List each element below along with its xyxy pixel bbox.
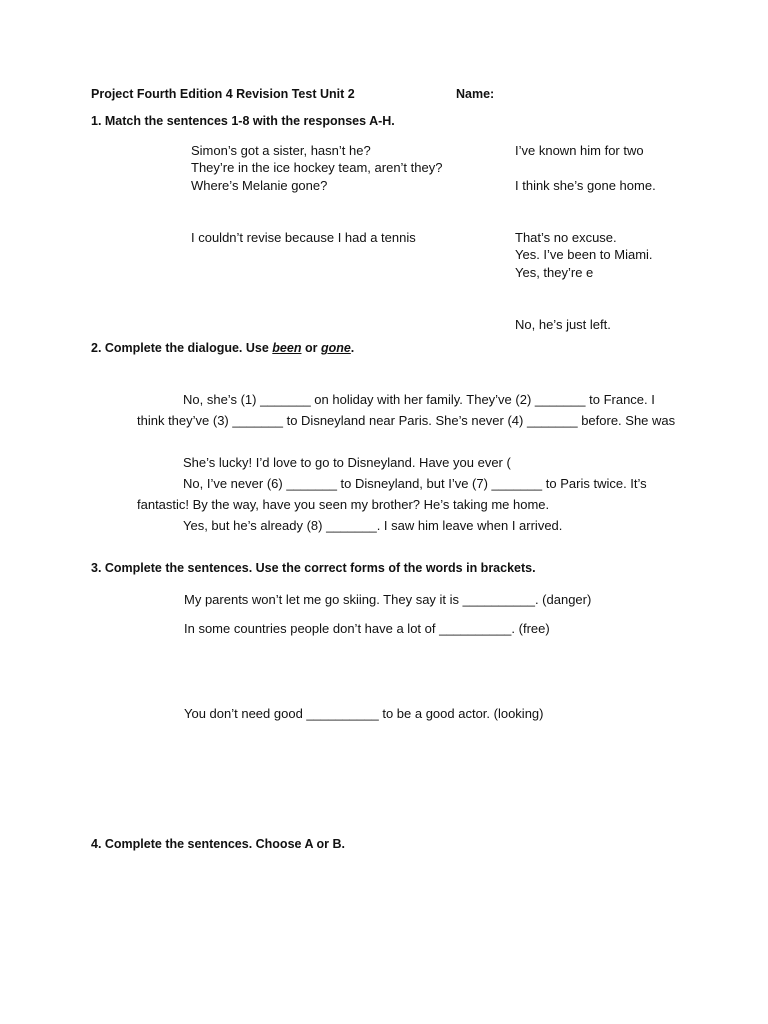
- section2-heading-suffix: .: [350, 341, 355, 355]
- match-right-item: That’s no excuse.: [515, 230, 617, 245]
- document-title: Project Fourth Edition 4 Revision Test Unit 2: [91, 87, 355, 101]
- match-right-item: I think she’s gone home.: [515, 178, 656, 193]
- name-label: Name:: [456, 87, 495, 101]
- section2-word-been: been: [272, 341, 302, 355]
- match-left-item: I couldn’t revise because I had a tennis: [191, 230, 416, 245]
- exercise-sentence: My parents won’t let me go skiing. They say it is __________. (danger): [184, 592, 592, 607]
- match-left-item: They’re in the ice hockey team, aren’t they?: [191, 160, 443, 175]
- exercise-sentence: You don’t need good __________ to be a good actor. (looking): [184, 706, 544, 721]
- section2-word-gone: gone: [320, 341, 351, 355]
- match-right-item: Yes. I’ve been to Miami.: [515, 247, 653, 262]
- match-left-item: Where’s Melanie gone?: [191, 178, 328, 193]
- match-right-item: No, he’s just left.: [515, 317, 611, 332]
- dialogue-line: think they’ve (3) _______ to Disneyland near Paris. She’s never (4) _______ before. She was: [137, 413, 676, 428]
- dialogue-line: fantastic! By the way, have you seen my brother? He’s taking me home.: [137, 497, 550, 512]
- match-right-item: Yes, they’re e: [515, 265, 594, 280]
- section3-heading: 3. Complete the sentences. Use the correct forms of the words in brackets.: [91, 561, 536, 575]
- dialogue-line: Yes, but he’s already (8) _______. I saw him leave when I arrived.: [183, 518, 563, 533]
- match-right-item: I’ve known him for two: [515, 143, 644, 158]
- dialogue-line: She’s lucky! I’d love to go to Disneyland. Have you ever (: [183, 455, 511, 470]
- dialogue-line: No, I’ve never (6) _______ to Disneyland, but I’ve (7) _______ to Paris twice. It’s: [183, 476, 647, 491]
- exercise-sentence: In some countries people don’t have a lot of __________. (free): [184, 621, 550, 636]
- section2-heading-or: or: [301, 341, 321, 355]
- section2-heading: [91, 340, 354, 356]
- section1-heading: 1. Match the sentences 1-8 with the responses A-H.: [91, 114, 395, 128]
- section2-heading-prefix: 2. Complete the dialogue. Use: [91, 341, 273, 355]
- match-left-item: Simon’s got a sister, hasn’t he?: [191, 143, 371, 158]
- dialogue-line: No, she’s (1) _______ on holiday with her family. They’ve (2) _______ to France. I: [183, 392, 655, 407]
- section4-heading: 4. Complete the sentences. Choose A or B.: [91, 837, 345, 851]
